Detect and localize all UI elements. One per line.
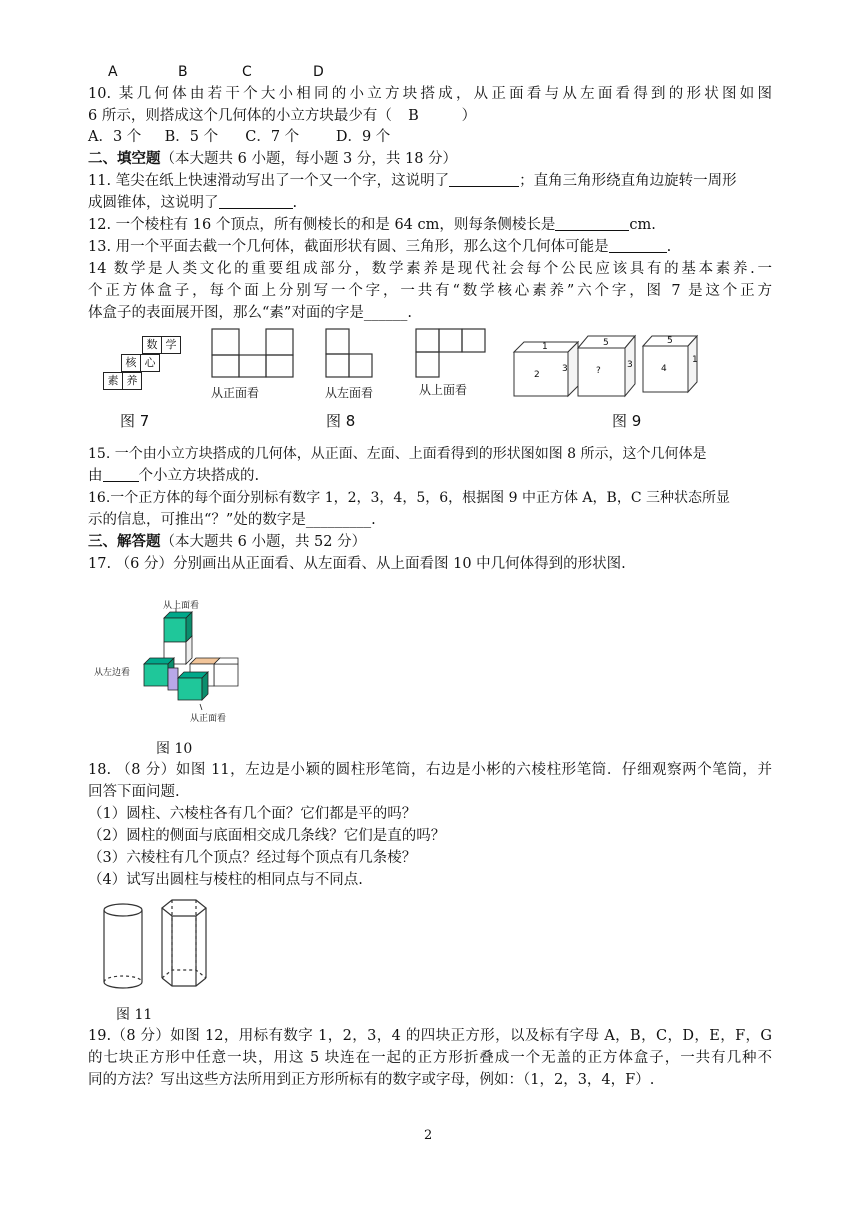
net-cell-yang: 养 bbox=[122, 372, 142, 390]
q15-line2-pre: 由 bbox=[88, 468, 103, 484]
q18-sub4: （4）试写出圆柱与棱柱的相同点与不同点. bbox=[88, 872, 363, 888]
cube-a-side: 3 bbox=[562, 364, 568, 374]
fig10-front-label: 从正面看 bbox=[190, 714, 227, 724]
figure-10-caption: 图 10 bbox=[156, 741, 193, 757]
option-d: D bbox=[313, 64, 324, 80]
q19-line1: 19.（8 分）如图 12，用标有数字 1，2，3，4 的四块正方形，以及标有字母 A，B，C，D，E，F，G bbox=[88, 1028, 772, 1044]
q11-line2 bbox=[88, 193, 772, 213]
q18-line1: 18. （8 分）如图 11，左边是小颖的圆柱形笔筒，右边是小彬的六棱柱形笔筒．仔细观察两个笔筒，并 bbox=[88, 762, 772, 778]
cube-c-top: 5 bbox=[667, 336, 673, 346]
fig8-left-label: 从左面看 bbox=[325, 386, 374, 400]
q12-line bbox=[88, 215, 772, 235]
front-view-shape bbox=[212, 329, 293, 377]
fig8-top-label: 从上面看 bbox=[419, 383, 468, 397]
q15-line2-post: 个小立方块搭成的. bbox=[138, 468, 260, 484]
cube-c-side: 1 bbox=[692, 355, 698, 365]
net-cell-xue: 学 bbox=[161, 336, 181, 354]
q13-post: . bbox=[666, 239, 672, 255]
figure-9-caption: 图 9 bbox=[612, 412, 642, 430]
q10-choice-b: B．5 个 bbox=[164, 129, 219, 145]
cube-b-side: 3 bbox=[627, 360, 633, 370]
fig10-left-label: 从左边看 bbox=[94, 668, 131, 678]
option-b: B bbox=[178, 64, 188, 80]
q10-answer: B bbox=[408, 108, 419, 124]
q12-pre: 12. 一个棱柱有 16 个顶点，所有侧棱长的和是 64 cm，则每条侧棱长是 bbox=[88, 217, 556, 233]
cube-b-front: ? bbox=[596, 366, 601, 376]
net-cell-he: 核 bbox=[121, 354, 141, 372]
fig8-front-label: 从正面看 bbox=[211, 386, 260, 400]
section3-title: 三、解答题 bbox=[88, 533, 161, 550]
page-number: 2 bbox=[424, 1128, 433, 1143]
figure-9-cubes bbox=[510, 332, 710, 402]
q16-line1: 16.一个正方体的每个面分别标有数字 1，2，3，4，5，6，根据图 9 中正方体 A，B，C 三种状态所显 bbox=[88, 490, 730, 506]
q17-line: 17. （6 分）分别画出从正面看、从左面看、从上面看图 10 中几何体得到的形状图. bbox=[88, 556, 626, 572]
net-cell-shu: 数 bbox=[142, 336, 162, 354]
top-view-shape bbox=[416, 329, 485, 377]
section2-note: （本大题共 6 小题，每小题 3 分，共 18 分） bbox=[160, 151, 458, 167]
q13-blank[interactable] bbox=[609, 237, 667, 253]
cube-b-top: 5 bbox=[603, 338, 609, 348]
q11-blank1[interactable] bbox=[449, 171, 519, 187]
figure-10-solid bbox=[130, 604, 250, 716]
q19-line3: 同的方法？写出这些方法所用到正方形所标有的数字或字母，例如：（1，2，3，4，F）. bbox=[88, 1072, 655, 1088]
fig10-top-label: 从上面看 bbox=[163, 601, 200, 611]
q14-line3: 体盒子的表面展开图，那么“素”对面的字是______. bbox=[88, 305, 412, 321]
section2-title: 二、填空题 bbox=[88, 150, 161, 167]
q10-line2-post: ） bbox=[461, 108, 477, 124]
q18-sub1: （1）圆柱、六棱柱各有几个面？它们都是平的吗？ bbox=[88, 806, 417, 822]
figure-8-views bbox=[200, 322, 500, 384]
q15-line2 bbox=[88, 466, 772, 486]
q11-blank2[interactable] bbox=[219, 193, 293, 209]
q10-line2 bbox=[88, 106, 772, 126]
q14-line1: 14 数学是人类文化的重要组成部分，数学素养是现代社会每个公民应该具有的基本素养.一 bbox=[88, 261, 772, 277]
q18-sub2: （2）圆柱的侧面与底面相交成几条线？它们是直的吗？ bbox=[88, 828, 446, 844]
q10-line1: 10. 某几何体由若干个大小相同的小立方块搭成，从正面看与从左面看得到的形状图如图 bbox=[88, 86, 772, 102]
q10-choice-a: A．3 个 bbox=[88, 129, 142, 145]
q10-choices bbox=[88, 127, 772, 147]
cube-a-front: 2 bbox=[534, 370, 540, 380]
q14-line2: 个正方体盒子，每个面上分别写一个字，一共有“数学核心素养”六个字，图 7 是这个正方 bbox=[88, 283, 772, 299]
option-c: C bbox=[242, 64, 252, 80]
hex-prism-shape bbox=[162, 900, 206, 986]
q10-choice-d: D．9 个 bbox=[335, 129, 391, 145]
q15-line1: 15. 一个由小立方块搭成的几何体，从正面、左面、上面看得到的形状图如图 8 所示，这个几何体是 bbox=[88, 446, 707, 462]
q15-blank[interactable] bbox=[103, 466, 139, 482]
cube-a-top: 1 bbox=[542, 342, 548, 352]
left-view-shape bbox=[326, 329, 372, 377]
q13-pre: 13. 用一个平面去截一个几何体，截面形状有圆、三角形，那么这个几何体可能是 bbox=[88, 239, 609, 255]
section2-heading bbox=[88, 149, 772, 169]
q10-choice-c: C．7 个 bbox=[245, 129, 300, 145]
figure-8-caption: 图 8 bbox=[326, 412, 356, 430]
q16-line2: 示的信息，可推出“？”处的数字是_________. bbox=[88, 512, 376, 528]
q10-line2-pre: 6 所示，则搭成这个几何体的小立方块最少有（ bbox=[88, 108, 392, 124]
q12-blank[interactable] bbox=[555, 215, 629, 231]
net-cell-xin: 心 bbox=[140, 354, 160, 372]
option-a: A bbox=[108, 64, 118, 80]
q11-line2-pre: 成圆锥体，这说明了 bbox=[88, 195, 219, 211]
q12-post: cm. bbox=[629, 217, 656, 233]
cylinder-shape bbox=[104, 904, 142, 988]
q11-line2-post: . bbox=[292, 195, 298, 211]
figure-11-caption: 图 11 bbox=[116, 1007, 153, 1023]
cube-c-front: 4 bbox=[661, 364, 667, 374]
q19-line2: 的七块正方形中任意一块，用这 5 块连在一起的正方形折叠成一个无盖的正方体盒子，一共有几种不 bbox=[88, 1050, 772, 1066]
q11-line1 bbox=[88, 171, 772, 191]
section3-note: （本大题共 6 小题，共 52 分） bbox=[160, 534, 367, 550]
q18-sub3: （3）六棱柱有几个顶点？经过每个顶点有几条棱？ bbox=[88, 850, 417, 866]
q11-line1-post: ；直角三角形绕直角边旋转一周形 bbox=[519, 173, 737, 189]
net-cell-su: 素 bbox=[103, 372, 123, 390]
figure-7-caption: 图 7 bbox=[120, 412, 150, 430]
q18-line2: 回答下面问题. bbox=[88, 784, 180, 800]
section3-heading bbox=[88, 532, 772, 552]
q11-line1-pre: 11. 笔尖在纸上快速滑动写出了一个又一个字，这说明了 bbox=[88, 173, 450, 189]
q13-line bbox=[88, 237, 772, 257]
figure-11-solids bbox=[96, 894, 236, 996]
